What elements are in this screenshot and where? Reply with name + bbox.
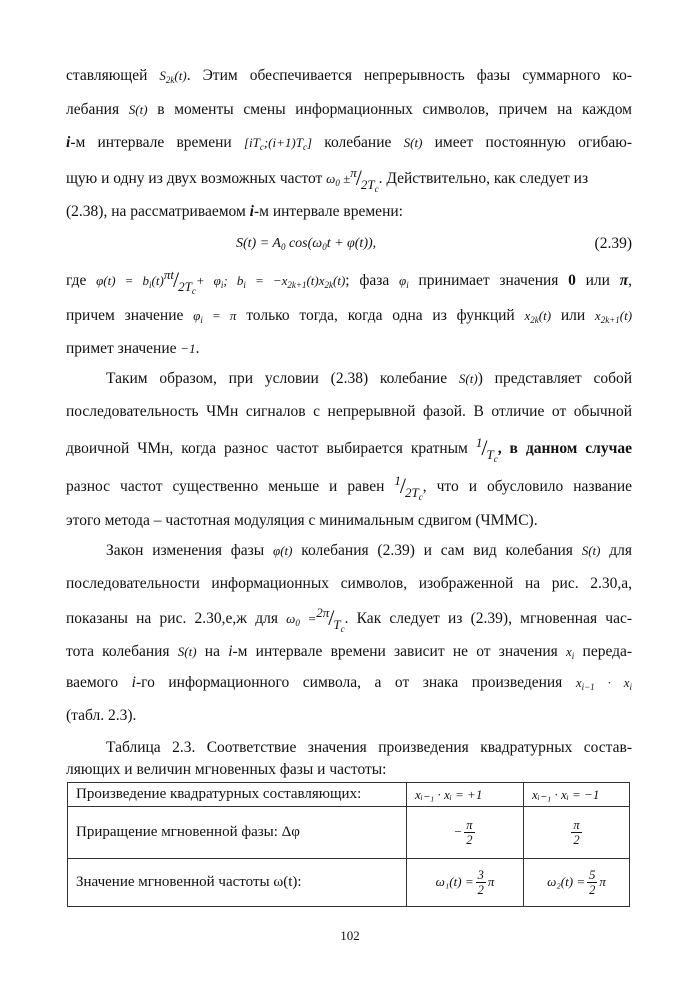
text-line-16 [66, 574, 632, 594]
formula-phi-def: $\varphi(t) = b_i(t)$ [96, 273, 164, 290]
numerator: π [573, 818, 580, 832]
table-row [68, 807, 630, 859]
text-line-1 [66, 66, 632, 90]
text-line-20 [66, 706, 632, 726]
formula-2pi-over-Tc: $2\pi/T_c$ [316, 605, 345, 634]
text: тота колебания [66, 643, 170, 660]
text: имеет постоянную огибаю- [434, 134, 633, 151]
formula-1-over-2Tc: $1/2T_c$ [394, 473, 423, 502]
formula-S-t: S(t) [458, 371, 478, 386]
denominator: 2 [477, 883, 484, 897]
text: -м интервале времени [70, 134, 232, 151]
text: -го информационного символа, а от знака произведения [135, 674, 563, 691]
formula-tail: π [599, 873, 606, 889]
text-line-10 [106, 369, 632, 389]
table-cell [407, 807, 524, 859]
text: принимает значения [418, 272, 559, 289]
formula-phi-t: φ(t) [273, 543, 293, 558]
text: последовательности информационных символов, изображенной на рис. 2.30,а, [66, 575, 632, 592]
symbol-i: i [131, 674, 136, 691]
text: двоичной ЧМн, когда разнос частот выбирается кратным [66, 440, 468, 457]
text: последовательность ЧМн сигналов с непрерывной фазой. В отличие от обычной [66, 403, 632, 420]
formula-minus-one: −1 [180, 341, 196, 356]
formula-lhs: ω₂(t) = [547, 873, 586, 889]
formula-S-t: S(t) [177, 644, 197, 659]
table-cell-label: Произведение квадратурных составляющих: [68, 783, 407, 807]
text: этого метода – частотная модуляция с минимальным сдвигом (ЧММС). [66, 512, 538, 529]
fraction [464, 818, 474, 847]
text-line-19 [66, 673, 632, 697]
text: щую и одну из двух возможных частот [66, 170, 323, 187]
text: примет значение [66, 340, 177, 357]
table-row [68, 783, 630, 807]
text: ставляющей [66, 67, 148, 84]
text: -м интервале времени зависит не от значения [232, 643, 558, 660]
formula-plus-phi-i: + $\varphi_i$; $b_i = -x_{2k+1}(t)x_{2k}(t)$ [195, 273, 346, 290]
text: . Действительно, как следует из [378, 170, 589, 187]
text: в моменты смены информационных символов, причем на каждом [157, 101, 632, 118]
formula-S-t: S(t) [581, 543, 601, 558]
formula-interval: $[iT_c;(i+1)T_c]$ [243, 135, 313, 152]
numerator: 3 [477, 868, 484, 882]
text: причем значение [66, 307, 184, 324]
numerator: 5 [589, 868, 596, 882]
text: лебания [66, 101, 120, 118]
text: колебание [324, 134, 392, 151]
table-cell-label: Значение мгновенной частоты ω(t): [68, 859, 407, 907]
equation-body: $S(t) = A_0$ $\cos(\omega_0t + \varphi(t))$, [236, 236, 377, 252]
text: показаны на рис. 2.30,е,ж для [66, 610, 278, 627]
text: колебания (2.39) и сам вид колебания [301, 542, 573, 559]
text-line-13 [66, 474, 632, 501]
formula-lhs: ω₁(t) = [435, 873, 474, 889]
text: разнос частот существенно меньше и равен [66, 478, 385, 495]
text: Таким образом, при условии (2.38) колебание [106, 370, 448, 387]
denominator: 2 [466, 833, 473, 847]
table-cell [524, 807, 630, 859]
table-cell [524, 859, 630, 907]
text: только тогда, когда одна из функций [246, 307, 515, 324]
text-line-12 [66, 436, 632, 463]
formula-pi-t-over-2Tc: $\pi t/2T_c$ [163, 267, 196, 296]
text-line-17 [66, 606, 632, 633]
table-caption-line-1 [106, 738, 632, 758]
denominator: 2 [573, 833, 580, 847]
fraction [571, 818, 581, 847]
formula-omega0-pm: $\omega_0$ ± [326, 171, 351, 188]
denominator: 2 [589, 883, 596, 897]
numerator: π [466, 818, 473, 832]
text-line-8 [66, 306, 632, 330]
text: ) представляет собой [477, 370, 633, 387]
text: для [609, 542, 633, 559]
text-line-2 [66, 100, 632, 120]
fraction [587, 868, 597, 897]
text: , что и обусловило название [422, 478, 632, 495]
equation-number: (2.39) [594, 235, 632, 252]
text: . Этим обеспечивается непрерывность фазы суммарного ко- [186, 67, 633, 84]
formula-omega0-eq: $\omega_0$ = [286, 611, 317, 628]
table-caption: Таблица 2.3. Соответствие значения произведения квадратурных состав- [106, 739, 632, 756]
table-2-3 [67, 782, 630, 907]
table-cell [407, 859, 524, 907]
text: Закон изменения фазы [106, 542, 265, 559]
formula-tail: π [487, 873, 495, 889]
value-zero: 0 [568, 272, 576, 289]
formula-x2k1: $x_{2k+1}(t)$ [594, 308, 633, 325]
formula-phi-i-eq-pi: $\varphi_i = \pi$ [193, 308, 237, 325]
text-line-9: примет значение −1. [66, 340, 200, 357]
symbol-i: i [228, 643, 233, 660]
text-line-5 [66, 202, 632, 222]
symbol-i: i [66, 134, 71, 151]
text: ; фаза [345, 272, 390, 289]
text: (табл. 2.3). [66, 707, 137, 724]
formula-S2k: $S_{2k}(t)$ [159, 68, 187, 85]
text: переда- [582, 643, 633, 660]
formula-x-i: $x_i$ [566, 644, 575, 661]
text-line-18 [66, 642, 632, 666]
table-cell-label: Приращение мгновенной фазы: Δφ [68, 807, 407, 859]
text-line-4 [66, 166, 632, 193]
formula-S-t: S(t) [403, 135, 423, 150]
text: , в данном случае [497, 440, 632, 457]
text-line-7: где $\varphi(t) = b_i(t)\pi t/2T_c+ \varphi_i$; $b_i = -x_{2k+1}(t)x_{2k}(t)$; фаза $\varphi_i$ принимает значения 0 или π, [66, 267, 633, 296]
text-line-14 [66, 511, 632, 531]
minus-sign: − [453, 823, 463, 839]
text-line-3 [66, 133, 632, 157]
formula-product: $x_{i-1} \cdot x_i$ [575, 675, 632, 692]
text-line-11 [66, 402, 632, 422]
table-cell: xᵢ₋₁ · xᵢ = −1 [524, 783, 630, 807]
table-caption-line-2 [66, 760, 632, 780]
text: (2.38), на рассматриваемом [66, 203, 246, 220]
symbol-i: i [249, 203, 254, 220]
table-cell: xᵢ₋₁ · xᵢ = +1 [407, 783, 524, 807]
formula-phi-i: $\varphi_i$ [399, 273, 409, 290]
text-line-15 [106, 541, 632, 561]
formula-x2k: $x_{2k}(t)$ [524, 308, 552, 325]
formula-pi-over-2Tc: $\pi/2T_c$ [350, 165, 379, 194]
fraction [476, 868, 486, 897]
formula-1-over-Tc: $1/T_c$ [475, 435, 498, 464]
text: ваемого [66, 674, 119, 691]
formula-S-t: S(t) [128, 102, 148, 117]
text: -м интервале времени: [253, 203, 403, 220]
value-pi: π [619, 272, 629, 289]
text: или [585, 272, 610, 289]
table-caption: ляющих и величин мгновенных фазы и частоты: [66, 761, 387, 778]
page-number: 102 [340, 928, 360, 943]
text: где [66, 272, 87, 289]
text: на [204, 643, 220, 660]
text: . Как следует из (2.39), мгновенная час- [344, 610, 633, 627]
text: или [560, 307, 586, 324]
table-row [68, 859, 630, 907]
